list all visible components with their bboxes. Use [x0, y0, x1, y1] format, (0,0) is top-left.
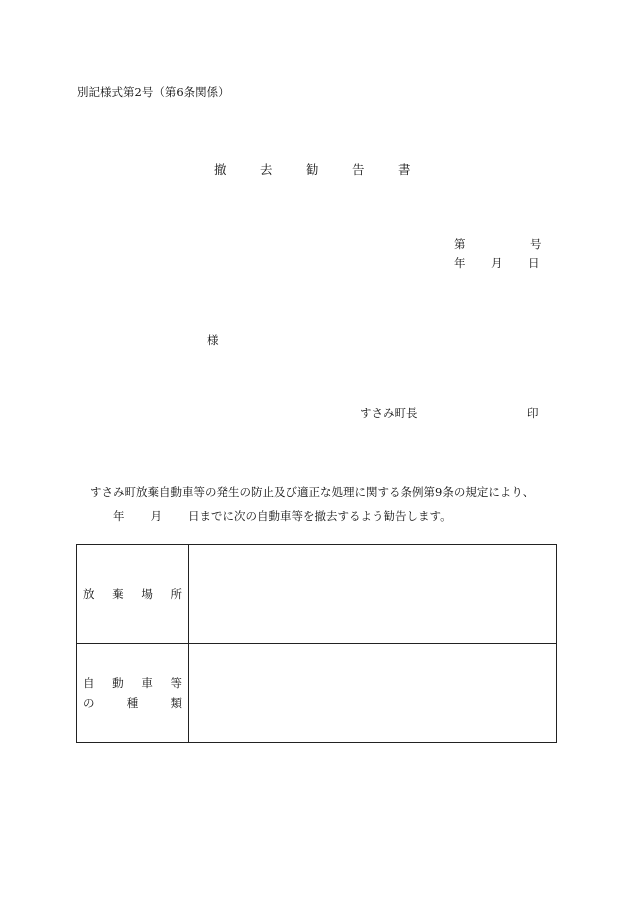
- location-label-cell: [77, 545, 189, 644]
- table-row-vehicle-type: [77, 644, 557, 743]
- vehicle-type-value-cell[interactable]: [189, 644, 557, 743]
- table-row-location: [77, 545, 557, 644]
- vehicle-type-label-cell: [77, 644, 189, 743]
- location-value-cell[interactable]: [189, 545, 557, 644]
- body-rest: 日までに次の自動車等を撤去するよう勧告します。: [188, 509, 452, 523]
- date-year: 年: [454, 256, 466, 270]
- document-number-line: [454, 236, 542, 252]
- label-char: 自: [83, 676, 95, 690]
- number-suffix: 号: [530, 237, 542, 251]
- vehicle-info-table: [76, 544, 557, 743]
- date-day: 日: [528, 256, 540, 270]
- vehicle-type-label-line-1: [77, 673, 188, 693]
- document-date-line: [454, 255, 540, 271]
- body-month: 月: [150, 509, 162, 523]
- label-char: 場: [141, 587, 153, 601]
- title-char: 告: [352, 162, 365, 177]
- number-prefix: 第: [454, 237, 466, 251]
- title-char: 書: [398, 162, 411, 177]
- label-char: の: [83, 696, 95, 710]
- label-char: 動: [112, 676, 124, 690]
- issuer-name: すさみ町長: [360, 406, 418, 420]
- document-title: [214, 160, 444, 178]
- body-text-line-1: すさみ町放棄自動車等の発生の防止及び適正な処理に関する条例第9条の規定により、: [90, 485, 535, 499]
- seal-mark: 印: [527, 406, 539, 420]
- body-year: 年: [113, 509, 125, 523]
- form-number-label: 別記様式第2号（第6条関係）: [77, 85, 230, 99]
- label-char: 棄: [112, 587, 124, 601]
- title-char: 勧: [306, 162, 319, 177]
- title-char: 去: [260, 162, 273, 177]
- label-char: 等: [170, 676, 182, 690]
- title-char: 撤: [214, 162, 227, 177]
- label-char: 種: [126, 696, 139, 710]
- location-label: [77, 584, 188, 604]
- date-month: 月: [491, 256, 503, 270]
- body-text-line-2: [113, 508, 452, 524]
- label-char: 所: [170, 587, 182, 601]
- label-char: 車: [141, 676, 153, 690]
- label-char: 放: [83, 587, 95, 601]
- addressee-honorific: 様: [207, 333, 219, 347]
- label-char: 類: [170, 696, 182, 710]
- vehicle-type-label-line-2: [77, 693, 188, 713]
